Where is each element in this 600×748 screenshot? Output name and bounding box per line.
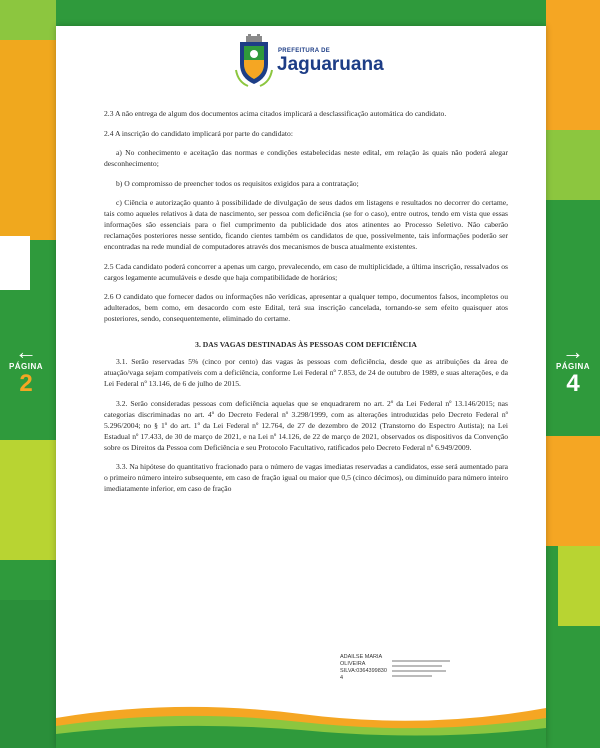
paragraph-2-3: 2.3 A não entrega de algum dos documentos acima citados implicará a desclassificação automática do candidato. <box>104 109 447 118</box>
digital-signature-name <box>340 654 387 682</box>
signature-line-4: 4 <box>340 675 344 681</box>
prev-page-nav[interactable] <box>6 339 46 397</box>
document-page <box>56 26 546 748</box>
logo-city-name: Jaguaruana <box>277 54 384 75</box>
paragraph-2-6: 2.6 O candidato que fornecer dados ou informações não verídicas, apresentar a qualquer tempo, documentos falsos, incompletos ou adulterados, bem como, em desacordo com este Edital, terá sua inscrição cancelada, tornando-se sem efeito quaisquer atos posteriores, sendo, consequentemente, eliminado do certame. <box>104 292 508 323</box>
digital-signature-stamp <box>392 658 450 680</box>
signature-line-1: ADAILSE MARIA <box>340 654 383 660</box>
signature-line-2: OLIVEIRA <box>340 661 366 667</box>
bg-block-right-top <box>546 0 600 130</box>
signature-line-3: SILVA:0364399830 <box>340 668 387 674</box>
bg-block-right-lime-2 <box>558 546 600 626</box>
bg-block-left-bottom <box>0 600 56 748</box>
arrow-right-icon: → <box>562 339 584 364</box>
footer-address-line-2: CEP:62823-000 | CNPJ:07.615.750/0001-17 <box>170 682 290 688</box>
section-3-heading: 3. DAS VAGAS DESTINADAS ÀS PESSOAS COM DEFICIÊNCIA <box>195 340 417 349</box>
document-body <box>104 108 508 503</box>
bg-block-right-lime <box>546 130 600 200</box>
paragraph-2-4-a: a) No conhecimento e aceitação das normas e condições estabelecidas neste edital, em relação às quais não poderá alegar desconhecimento; <box>104 148 508 168</box>
next-page-nav[interactable] <box>552 339 594 397</box>
footer-wave <box>56 688 546 748</box>
arrow-left-icon: ← <box>15 339 37 364</box>
bg-block-right-orange <box>546 436 600 546</box>
footer-address-line-1: Praça Adolfo Francisco da Rocha, Nº 404 <box>171 673 289 679</box>
paragraph-3-3: 3.3. Na hipótese do quantitativo fracionado para o número de vagas imediatas reservadas a candidatos, esse será aumentado para o primeiro número inteiro subsequente, em caso de fração igual ou maior que 0,5 (cinco décimos), ou diminuído para número inteiro imediatamente inferior, em caso de fração <box>104 462 508 493</box>
paragraph-2-4: 2.4 A inscrição do candidato implicará por parte do candidato: <box>104 128 293 138</box>
paragraph-3-1: 3.1. Serão reservadas 5% (cinco por cento) das vagas às pessoas com deficiência, desde que as atribuições da área de atuação/vaga sejam compatíveis com a deficiência, conforme Lei Federal nº 7.853, de 24 de outubro de 1989, e suas alterações, e da Lei Federal nº 13.146, de 6 de julho de 2015. <box>104 357 508 388</box>
bg-block-left-lime <box>0 440 56 560</box>
bg-block-left-yellow <box>0 0 56 40</box>
next-page-number: 4 <box>566 370 580 397</box>
bg-block-left-top <box>0 40 56 240</box>
bg-block-left-white <box>0 236 30 290</box>
next-page-label: PÁGINA <box>555 362 591 371</box>
paragraph-2-5: 2.5 Cada candidato poderá concorrer a apenas um cargo, prevalecendo, em caso de multiplicidade, a última inscrição, ressalvados os cargos legamente acumuláveis e desde que haja compatibilidade de horários; <box>104 261 508 282</box>
prefeitura-logo <box>234 34 394 96</box>
footer-address <box>170 672 290 690</box>
city-crest-icon <box>234 34 274 88</box>
logo-small-text: PREFEITURA DE <box>278 48 331 54</box>
paragraph-2-4-b: b) O compromisso de preencher todos os requisitos exigidos para a contratação; <box>116 178 359 188</box>
paragraph-2-4-c: c) Ciência e autorização quanto à possibilidade de divulgação de seus dados em listagens e resultados no decorrer do certame, tais como aqueles relativos à data de nascimento, ser pessoa com deficiência (se for o caso), entre outros, tendo em vista que essas informações são essenciais para o fiel cumprimento da publicidade dos atos atinentes ao Processo Seletivo. Não caberão reclamações posteriores nesse sentido, ficando cientes também os candidatos de que, possivelmente, tais informações poderão ser encontradas na rede mundial de computadores através dos mecanismos de busca atualmente existentes. <box>104 198 508 251</box>
prev-page-label: PÁGINA <box>8 362 44 371</box>
paragraph-3-2: 3.2. Serão consideradas pessoas com deficiência aquelas que se enquadrarem no art. 2º da Lei Federal nº 13.146/2015; nas categorias discriminadas no art. 4º do Decreto Federal nº 3.298/1999, com as alterações introduzidas pelo Decreto Federal nº 5.296/2004; no § 1º do art. 1º da Lei Federal nº 12.764, de 27 de dezembro de 2012 (Transtorno do Espectro Autista); na Lei Estadual nº 17.433, de 30 de março de 2021, e na Lei nº 14.126, de 22 de março de 2021, observados os dispositivos da Convenção sobre os Direitos da Pessoa com Deficiência e seu Protocolo Facultativo, ratificados pelo Decreto Federal nº 6.949/2009. <box>104 398 508 452</box>
prev-page-number: 2 <box>19 370 33 397</box>
